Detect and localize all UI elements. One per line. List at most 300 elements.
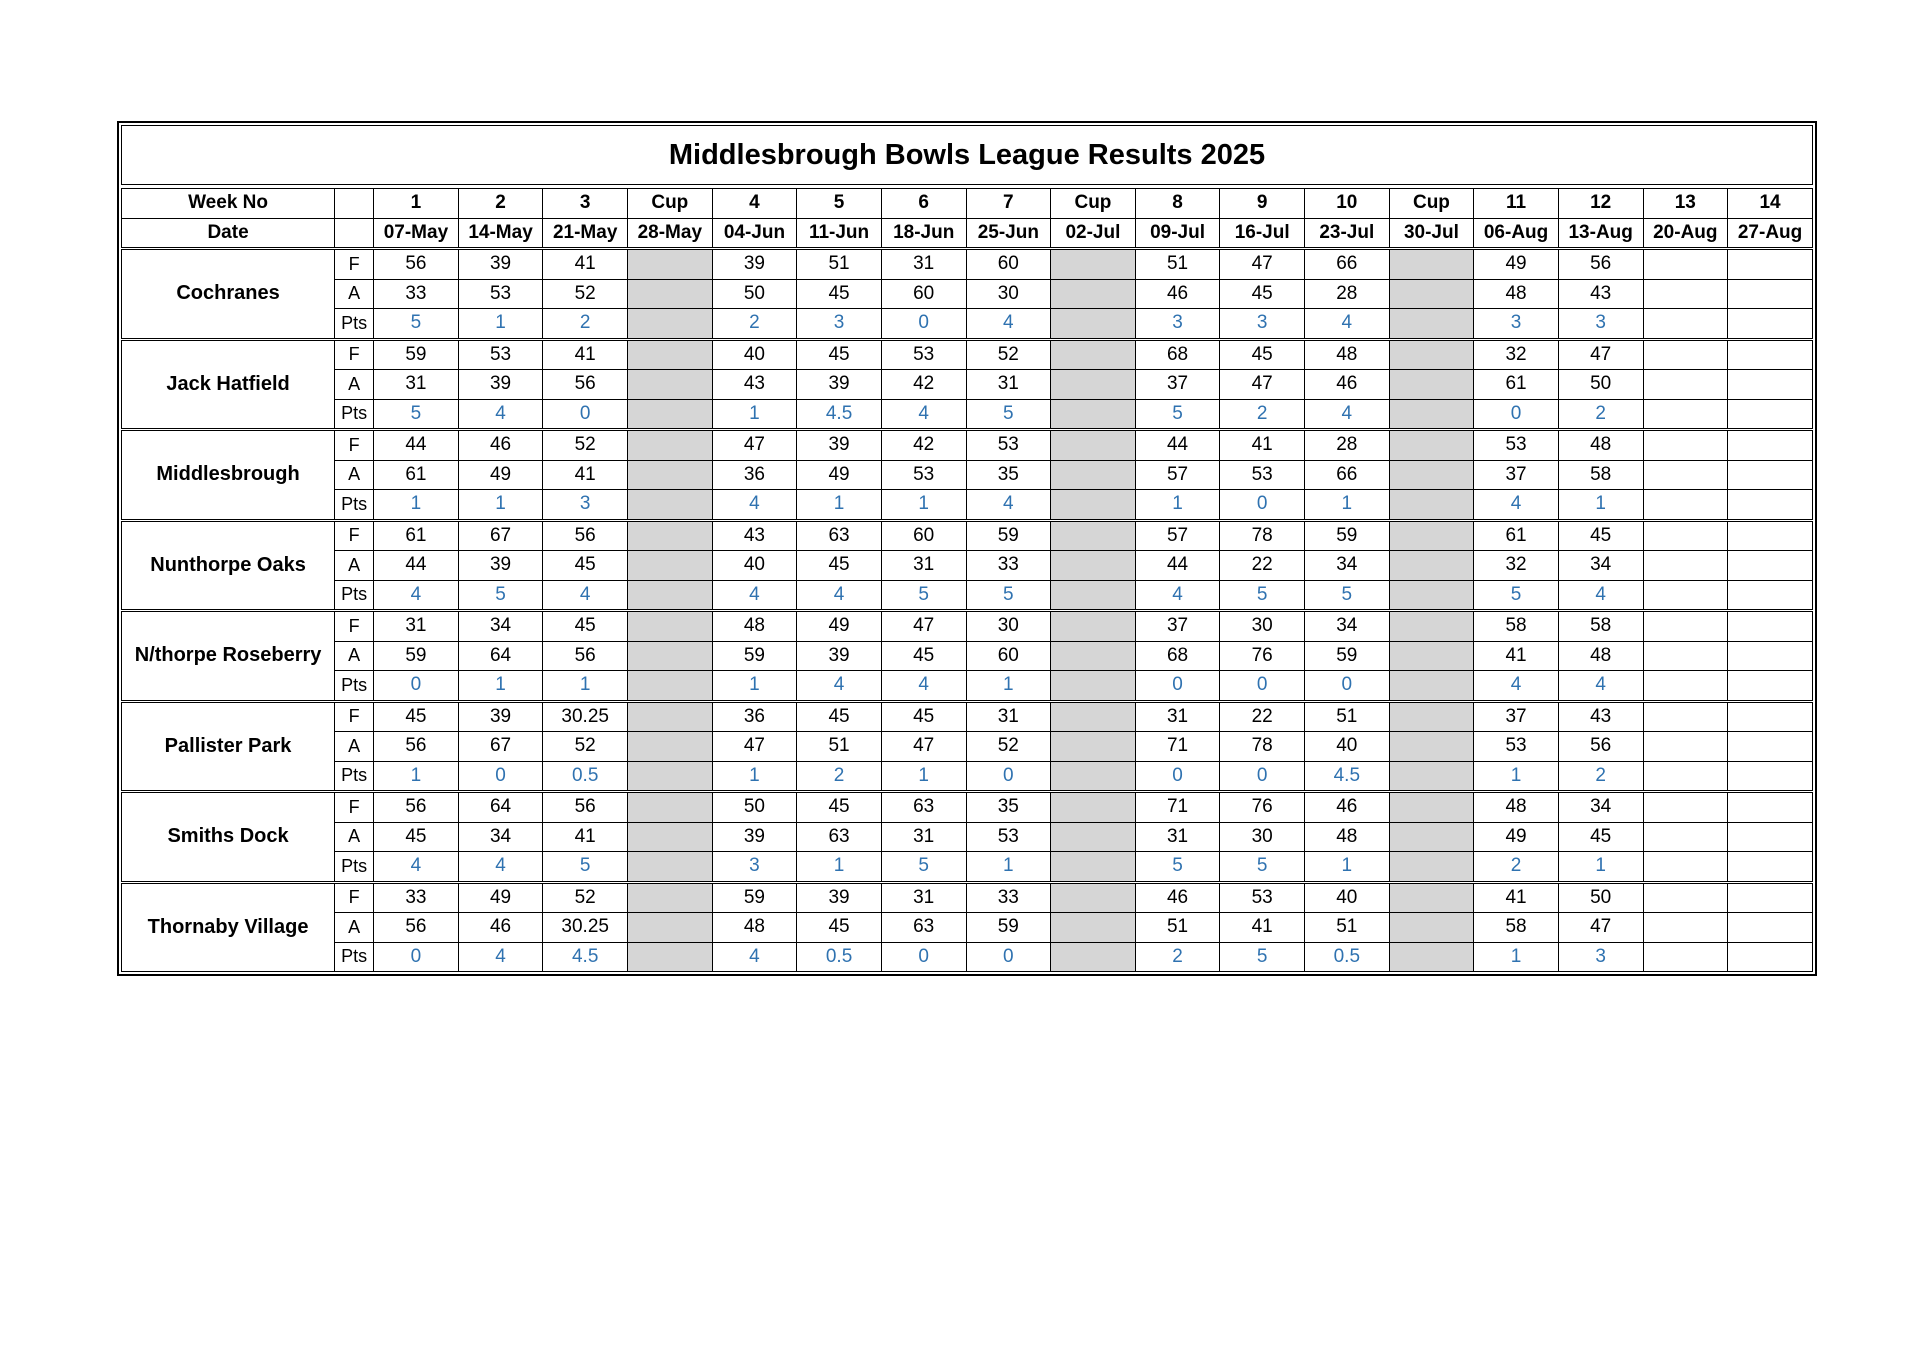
- shots-for-cell: 59: [966, 520, 1051, 551]
- shots-against-cell: 64: [458, 641, 543, 671]
- shots-against-cell: [1728, 822, 1813, 852]
- shots-for-cell: [1643, 520, 1728, 551]
- row-label: Pts: [335, 942, 374, 972]
- shots-against-cell: [1389, 641, 1474, 671]
- shots-for-cell: 30: [966, 611, 1051, 642]
- shots-for-cell: 51: [797, 249, 882, 280]
- shots-for-cell: 40: [1305, 882, 1390, 913]
- shots-against-cell: 60: [881, 279, 966, 309]
- shots-against-cell: 58: [1558, 460, 1643, 490]
- shots-against-cell: 39: [458, 551, 543, 581]
- shots-for-cell: 48: [1305, 339, 1390, 370]
- shots-for-cell: [1051, 611, 1136, 642]
- match-date: 04-Jun: [712, 218, 797, 249]
- points-cell: 4: [712, 942, 797, 972]
- shots-for-cell: 45: [1220, 339, 1305, 370]
- shots-for-cell: 37: [1135, 611, 1220, 642]
- shots-against-cell: 46: [1305, 370, 1390, 400]
- shots-for-cell: 52: [543, 430, 628, 461]
- shots-for-cell: 36: [712, 701, 797, 732]
- points-cell: 5: [881, 580, 966, 611]
- points-cell: [1389, 580, 1474, 611]
- shots-against-cell: [1051, 732, 1136, 762]
- shots-against-cell: 31: [881, 551, 966, 581]
- row-label: A: [335, 822, 374, 852]
- row-label: F: [335, 249, 374, 280]
- points-cell: [1051, 942, 1136, 972]
- shots-for-cell: 45: [543, 611, 628, 642]
- shots-for-cell: [1389, 701, 1474, 732]
- points-cell: [628, 399, 713, 430]
- points-cell: [1051, 399, 1136, 430]
- shots-for-cell: 48: [1558, 430, 1643, 461]
- points-cell: [628, 490, 713, 521]
- shots-against-cell: 49: [458, 460, 543, 490]
- shots-against-cell: [1643, 279, 1728, 309]
- team-row-f: [122, 701, 1813, 732]
- shots-against-cell: 53: [881, 460, 966, 490]
- team-name: Nunthorpe Oaks: [122, 520, 335, 611]
- shots-against-cell: [628, 460, 713, 490]
- shots-against-cell: 63: [881, 913, 966, 943]
- shots-for-cell: [1389, 339, 1474, 370]
- shots-for-cell: [1051, 792, 1136, 823]
- points-cell: [1051, 580, 1136, 611]
- points-cell: 5: [1220, 580, 1305, 611]
- shots-against-cell: 48: [1305, 822, 1390, 852]
- points-cell: 5: [1220, 852, 1305, 883]
- points-cell: [628, 852, 713, 883]
- shots-for-cell: 51: [1135, 249, 1220, 280]
- points-cell: 5: [374, 399, 459, 430]
- points-cell: 4: [458, 942, 543, 972]
- row-label: F: [335, 611, 374, 642]
- row-label: Pts: [335, 580, 374, 611]
- points-cell: [1643, 852, 1728, 883]
- week-number: 5: [797, 189, 882, 219]
- shots-against-cell: 31: [374, 370, 459, 400]
- shots-for-cell: 49: [1474, 249, 1559, 280]
- shots-against-cell: [628, 370, 713, 400]
- shots-for-cell: [1728, 249, 1813, 280]
- points-cell: 5: [374, 309, 459, 340]
- shots-against-cell: 45: [543, 551, 628, 581]
- match-date: 28-May: [628, 218, 713, 249]
- shots-for-cell: 34: [1305, 611, 1390, 642]
- shots-for-cell: 50: [712, 792, 797, 823]
- shots-for-cell: 48: [1474, 792, 1559, 823]
- points-cell: [1051, 761, 1136, 792]
- shots-for-cell: 30.25: [543, 701, 628, 732]
- shots-for-cell: [628, 701, 713, 732]
- shots-against-cell: [628, 551, 713, 581]
- shots-against-cell: 33: [374, 279, 459, 309]
- results-sheet: [117, 121, 1817, 976]
- points-cell: 0: [458, 761, 543, 792]
- shots-for-cell: 49: [458, 882, 543, 913]
- team-row-a: [122, 913, 1813, 943]
- match-date: 25-Jun: [966, 218, 1051, 249]
- points-cell: 0: [1135, 671, 1220, 702]
- shots-against-cell: 59: [712, 641, 797, 671]
- points-cell: 1: [797, 852, 882, 883]
- points-cell: 0: [1220, 671, 1305, 702]
- shots-for-cell: 35: [966, 792, 1051, 823]
- shots-against-cell: 68: [1135, 641, 1220, 671]
- points-cell: 4: [543, 580, 628, 611]
- points-cell: [1389, 942, 1474, 972]
- shots-against-cell: 47: [712, 732, 797, 762]
- points-cell: 1: [1558, 490, 1643, 521]
- shots-against-cell: 31: [966, 370, 1051, 400]
- shots-for-cell: [1051, 882, 1136, 913]
- shots-against-cell: 49: [1474, 822, 1559, 852]
- team-name: N/thorpe Roseberry: [122, 611, 335, 702]
- points-cell: 0: [881, 309, 966, 340]
- points-cell: 4: [797, 580, 882, 611]
- points-cell: 0: [966, 761, 1051, 792]
- points-cell: [1728, 761, 1813, 792]
- match-date: 14-May: [458, 218, 543, 249]
- shots-for-cell: [628, 520, 713, 551]
- shots-against-cell: [1728, 460, 1813, 490]
- shots-against-cell: [1643, 822, 1728, 852]
- points-cell: [1643, 399, 1728, 430]
- shots-against-cell: [1728, 913, 1813, 943]
- shots-against-cell: [1051, 370, 1136, 400]
- week-number: Cup: [628, 189, 713, 219]
- shots-for-cell: 58: [1474, 611, 1559, 642]
- shots-for-cell: 52: [966, 339, 1051, 370]
- points-cell: 4: [1474, 671, 1559, 702]
- shots-for-cell: 45: [797, 339, 882, 370]
- points-cell: 4: [712, 490, 797, 521]
- shots-against-cell: [1643, 732, 1728, 762]
- shots-against-cell: 51: [797, 732, 882, 762]
- shots-for-cell: 31: [966, 701, 1051, 732]
- shots-for-cell: 67: [458, 520, 543, 551]
- shots-against-cell: [628, 641, 713, 671]
- match-date: 09-Jul: [1135, 218, 1220, 249]
- shots-against-cell: [628, 913, 713, 943]
- week-number: 2: [458, 189, 543, 219]
- shots-against-cell: [1389, 370, 1474, 400]
- shots-against-cell: [1051, 279, 1136, 309]
- shots-for-cell: [1728, 430, 1813, 461]
- shots-against-cell: 34: [1305, 551, 1390, 581]
- points-cell: 0: [374, 671, 459, 702]
- row-label: Pts: [335, 309, 374, 340]
- shots-for-cell: [1728, 792, 1813, 823]
- points-cell: 3: [1135, 309, 1220, 340]
- points-cell: [1643, 942, 1728, 972]
- shots-for-cell: 63: [797, 520, 882, 551]
- row-label: F: [335, 520, 374, 551]
- shots-against-cell: 52: [543, 732, 628, 762]
- row-label: F: [335, 430, 374, 461]
- shots-against-cell: [1051, 551, 1136, 581]
- shots-for-cell: 53: [458, 339, 543, 370]
- shots-against-cell: 45: [374, 822, 459, 852]
- week-number: 14: [1728, 189, 1813, 219]
- points-cell: [1728, 580, 1813, 611]
- match-date: 02-Jul: [1051, 218, 1136, 249]
- shots-for-cell: [1643, 701, 1728, 732]
- team-row-f: [122, 611, 1813, 642]
- points-cell: 4: [797, 671, 882, 702]
- points-cell: 2: [797, 761, 882, 792]
- shots-against-cell: 45: [797, 279, 882, 309]
- shots-for-cell: 68: [1135, 339, 1220, 370]
- shots-against-cell: [1728, 370, 1813, 400]
- shots-against-cell: [1728, 732, 1813, 762]
- shots-against-cell: 41: [543, 822, 628, 852]
- date-header-row: [122, 218, 1813, 249]
- points-cell: 2: [712, 309, 797, 340]
- shots-against-cell: 44: [374, 551, 459, 581]
- shots-against-cell: 31: [881, 822, 966, 852]
- shots-against-cell: 39: [712, 822, 797, 852]
- match-date: 18-Jun: [881, 218, 966, 249]
- points-cell: 1: [1305, 490, 1390, 521]
- team-row-a: [122, 822, 1813, 852]
- shots-against-cell: 31: [1135, 822, 1220, 852]
- shots-for-cell: [1728, 339, 1813, 370]
- points-cell: [1389, 399, 1474, 430]
- shots-against-cell: 71: [1135, 732, 1220, 762]
- header-spacer: [335, 218, 374, 249]
- points-cell: 1: [1305, 852, 1390, 883]
- shots-for-cell: 22: [1220, 701, 1305, 732]
- points-cell: [1643, 490, 1728, 521]
- row-label: F: [335, 882, 374, 913]
- points-cell: 0: [1135, 761, 1220, 792]
- shots-against-cell: 45: [797, 551, 882, 581]
- team-name: Smiths Dock: [122, 792, 335, 883]
- shots-for-cell: 59: [374, 339, 459, 370]
- shots-against-cell: [1389, 551, 1474, 581]
- points-cell: [1643, 580, 1728, 611]
- shots-for-cell: [628, 611, 713, 642]
- points-cell: 1: [712, 761, 797, 792]
- points-cell: [628, 761, 713, 792]
- shots-for-cell: [1051, 520, 1136, 551]
- shots-for-cell: 39: [458, 249, 543, 280]
- shots-for-cell: 46: [458, 430, 543, 461]
- shots-against-cell: 49: [797, 460, 882, 490]
- shots-against-cell: 56: [1558, 732, 1643, 762]
- shots-for-cell: [628, 249, 713, 280]
- points-cell: 3: [1220, 309, 1305, 340]
- match-date: 23-Jul: [1305, 218, 1390, 249]
- points-cell: [1389, 490, 1474, 521]
- points-cell: 4: [881, 671, 966, 702]
- shots-against-cell: 47: [881, 732, 966, 762]
- shots-against-cell: 41: [1220, 913, 1305, 943]
- points-cell: 3: [1558, 942, 1643, 972]
- points-cell: 4: [712, 580, 797, 611]
- shots-for-cell: 39: [797, 430, 882, 461]
- shots-for-cell: 53: [1474, 430, 1559, 461]
- points-cell: 5: [543, 852, 628, 883]
- shots-against-cell: 51: [1305, 913, 1390, 943]
- points-cell: 5: [458, 580, 543, 611]
- shots-for-cell: 58: [1558, 611, 1643, 642]
- shots-for-cell: 39: [712, 249, 797, 280]
- shots-against-cell: 63: [797, 822, 882, 852]
- shots-against-cell: [1643, 641, 1728, 671]
- shots-for-cell: 47: [1220, 249, 1305, 280]
- points-cell: 4: [881, 399, 966, 430]
- shots-for-cell: 46: [1135, 882, 1220, 913]
- points-cell: [1728, 309, 1813, 340]
- shots-for-cell: [1643, 882, 1728, 913]
- team-name: Cochranes: [122, 249, 335, 340]
- shots-against-cell: 35: [966, 460, 1051, 490]
- shots-against-cell: 36: [712, 460, 797, 490]
- shots-for-cell: 45: [797, 792, 882, 823]
- points-cell: 3: [1558, 309, 1643, 340]
- points-cell: 0.5: [543, 761, 628, 792]
- shots-for-cell: 56: [1558, 249, 1643, 280]
- shots-against-cell: [1389, 732, 1474, 762]
- shots-for-cell: 53: [966, 430, 1051, 461]
- match-date: 11-Jun: [797, 218, 882, 249]
- shots-against-cell: 53: [966, 822, 1051, 852]
- shots-against-cell: 53: [458, 279, 543, 309]
- points-cell: 4.5: [797, 399, 882, 430]
- points-cell: 3: [712, 852, 797, 883]
- header-spacer: [335, 189, 374, 219]
- shots-for-cell: 41: [1220, 430, 1305, 461]
- points-cell: 1: [458, 309, 543, 340]
- row-label: Pts: [335, 761, 374, 792]
- shots-against-cell: 46: [1135, 279, 1220, 309]
- shots-for-cell: 45: [881, 701, 966, 732]
- shots-for-cell: 59: [712, 882, 797, 913]
- row-label: A: [335, 370, 374, 400]
- shots-for-cell: [1643, 611, 1728, 642]
- shots-for-cell: 31: [1135, 701, 1220, 732]
- team-row-a: [122, 732, 1813, 762]
- points-cell: 4.5: [543, 942, 628, 972]
- shots-against-cell: 52: [966, 732, 1051, 762]
- shots-for-cell: 39: [458, 701, 543, 732]
- points-cell: [1389, 761, 1474, 792]
- shots-against-cell: [1051, 460, 1136, 490]
- match-date: 16-Jul: [1220, 218, 1305, 249]
- shots-against-cell: 32: [1474, 551, 1559, 581]
- shots-for-cell: 31: [881, 882, 966, 913]
- row-label: A: [335, 551, 374, 581]
- shots-for-cell: 49: [797, 611, 882, 642]
- week-number: 7: [966, 189, 1051, 219]
- points-cell: 2: [1135, 942, 1220, 972]
- shots-for-cell: 43: [1558, 701, 1643, 732]
- shots-against-cell: 61: [1474, 370, 1559, 400]
- shots-for-cell: 48: [712, 611, 797, 642]
- shots-against-cell: 53: [1474, 732, 1559, 762]
- points-cell: 1: [881, 761, 966, 792]
- shots-against-cell: 48: [712, 913, 797, 943]
- points-cell: [1643, 309, 1728, 340]
- points-cell: 4: [966, 309, 1051, 340]
- team-row-pts: [122, 761, 1813, 792]
- shots-for-cell: 61: [1474, 520, 1559, 551]
- points-cell: 0: [1474, 399, 1559, 430]
- row-label: F: [335, 792, 374, 823]
- row-label: A: [335, 460, 374, 490]
- shots-for-cell: 63: [881, 792, 966, 823]
- shots-against-cell: 42: [881, 370, 966, 400]
- shots-against-cell: 56: [543, 370, 628, 400]
- row-label: A: [335, 641, 374, 671]
- points-cell: 1: [458, 490, 543, 521]
- shots-against-cell: [1051, 913, 1136, 943]
- points-cell: 0: [1220, 761, 1305, 792]
- shots-against-cell: 50: [1558, 370, 1643, 400]
- week-number: Cup: [1051, 189, 1136, 219]
- week-header-row: [122, 189, 1813, 219]
- shots-against-cell: 66: [1305, 460, 1390, 490]
- team-row-pts: [122, 399, 1813, 430]
- row-label: A: [335, 279, 374, 309]
- team-row-pts: [122, 852, 1813, 883]
- points-cell: 0: [1305, 671, 1390, 702]
- shots-against-cell: 43: [1558, 279, 1643, 309]
- week-number: 11: [1474, 189, 1559, 219]
- week-number: 6: [881, 189, 966, 219]
- team-row-pts: [122, 671, 1813, 702]
- date-label: Date: [122, 218, 335, 249]
- points-cell: [1389, 671, 1474, 702]
- team-row-pts: [122, 309, 1813, 340]
- points-cell: [1643, 761, 1728, 792]
- points-cell: 1: [966, 852, 1051, 883]
- shots-for-cell: 34: [458, 611, 543, 642]
- shots-for-cell: 47: [1558, 339, 1643, 370]
- shots-against-cell: 40: [712, 551, 797, 581]
- points-cell: 5: [966, 399, 1051, 430]
- points-cell: 1: [458, 671, 543, 702]
- shots-against-cell: 59: [1305, 641, 1390, 671]
- week-number: Cup: [1389, 189, 1474, 219]
- team-row-f: [122, 249, 1813, 280]
- points-cell: 1: [881, 490, 966, 521]
- points-cell: [1643, 671, 1728, 702]
- row-label: Pts: [335, 671, 374, 702]
- team-row-a: [122, 370, 1813, 400]
- match-date: 21-May: [543, 218, 628, 249]
- team-name: Pallister Park: [122, 701, 335, 792]
- points-cell: 4: [966, 490, 1051, 521]
- points-cell: [1728, 671, 1813, 702]
- shots-for-cell: 33: [374, 882, 459, 913]
- points-cell: 4: [1474, 490, 1559, 521]
- shots-for-cell: 39: [797, 882, 882, 913]
- shots-against-cell: 37: [1135, 370, 1220, 400]
- shots-for-cell: [1389, 430, 1474, 461]
- shots-for-cell: 41: [543, 249, 628, 280]
- shots-against-cell: 78: [1220, 732, 1305, 762]
- points-cell: [1051, 490, 1136, 521]
- shots-against-cell: 46: [458, 913, 543, 943]
- points-cell: 2: [543, 309, 628, 340]
- shots-for-cell: 56: [374, 792, 459, 823]
- team-name: Middlesbrough: [122, 430, 335, 521]
- shots-against-cell: [1643, 370, 1728, 400]
- points-cell: 4: [374, 580, 459, 611]
